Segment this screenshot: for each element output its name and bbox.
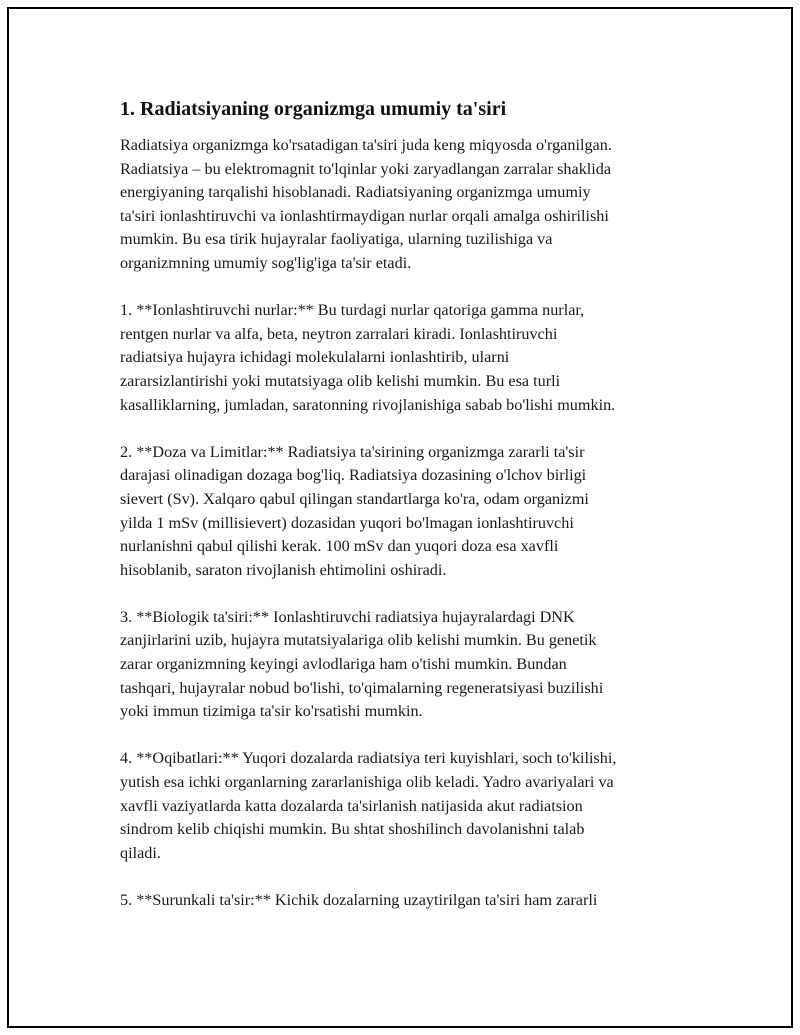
document-body <box>120 97 720 936</box>
paragraph-chronic-effect: 5. **Surunkali ta'sir:** Kichik dozalarning uzaytirilgan ta'siri ham zararli <box>120 891 598 909</box>
paragraph-biological-effect: 3. **Biologik ta'siri:** Ionlashtiruvchi radiatsiya hujayralardagi DNK zanjirlarini uzib, hujayra mutatsiyalariga olib kelishi mumkin. Bu genetik zarar organizmning keyingi avlodlariga ham o'tishi mumkin. Bundan tashqari, hujayralar nobud bo'lishi, to'qimalarning regeneratsiyasi buzilishi yoki immun tizimiga ta'sir ko'rsatishi mumkin. <box>120 607 604 721</box>
paragraph-dose-limits: 2. **Doza va Limitlar:** Radiatsiya ta'sirining organizmga zararli ta'sir darajasi olinadigan dozaga bog'liq. Radiatsiya dozasining o'lchov birligi sievert (Sv). Xalqaro qabul qilingan standartlarga ko'ra, odam organizmi yilda 1 mSv (millisievert) dozasidan yuqori bo'lmagan ionlashtiruvchi nurlanishni qabul qilishi kerak. 100 mSv dan yuqori doza esa xavfli hisoblanib, saraton rivojlanish ehtimolini oshiradi. <box>120 442 589 579</box>
paragraph-ionizing-radiation: 1. **Ionlashtiruvchi nurlar:** Bu turdagi nurlar qatoriga gamma nurlar, rentgen nurlar va alfa, beta, neytron zarralari kiradi. Ionlashtiruvchi radiatsiya hujayra ichidagi molekulalarni ionlashtirib, ularni zararsizlantirishi yoki mutatsiyaga olib kelishi mumkin. Bu esa turli kasalliklarning, jumladan, saratonning rivojlanishiga sabab bo'lishi mumkin. <box>120 301 616 414</box>
document-page <box>7 7 793 1028</box>
intro-paragraph: Radiatsiya organizmga ko'rsatadigan ta'siri juda keng miqyosda o'rganilgan. Radiatsiya – bu elektromagnit to'lqinlar yoki zaryadlangan zarralar shaklida energiyaning tarqalishi hisoblanadi. Radiatsiyaning organizmga umumiy ta'siri ionlashtiruvchi va ionlashtirmaydigan nurlar orqali amalga oshirilishi mumkin. Bu esa tirik hujayralar faoliyatiga, ularning tuzilishiga va organizmning umumiy sog'lig'iga ta'sir etadi. <box>120 136 612 272</box>
section-heading: 1. Radiatsiyaning organizmga umumiy ta'siri <box>120 98 507 120</box>
paragraph-consequences: 4. **Oqibatlari:** Yuqori dozalarda radiatsiya teri kuyishlari, soch to'kilishi, yutish esa ichki organlarning zararlanishiga olib keladi. Yadro avariyalari va xavfli vaziyatlarda katta dozalarda ta'sirlanish natijasida akut radiatsion sindrom kelib chiqishi mumkin. Bu shtat shoshilinch davolanishni talab qiladi. <box>120 749 617 862</box>
